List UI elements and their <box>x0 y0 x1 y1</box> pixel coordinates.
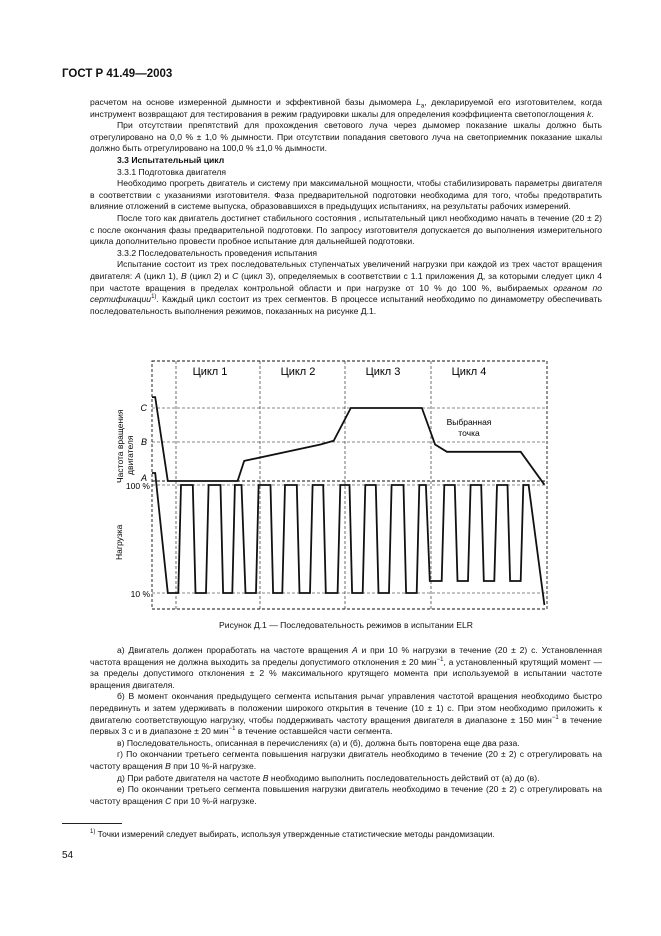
text-block-list <box>90 645 602 807</box>
load-axis-label: Нагрузка <box>114 524 124 560</box>
load-profile-line <box>152 473 544 605</box>
footnote: $^{1)}$ Точки измерений следует выбирать, используя утвержденные статистические методы рандомизации. <box>90 829 495 839</box>
list-item-c: в) Последовательность, описанная в перечислениях (а) и (б), должна быть повторена еще два раза. <box>117 737 520 748</box>
paragraph-calibration: расчетом на основе измеренной дымности и эффективной базы дымомера $L_a$, декларируемой его изготовителем, когда инструмент возвращают для тестирования в режим градуировки шкалы для определения коэффициента светопоглощения k. <box>90 97 603 119</box>
subsection-heading-3-3-2: 3.3.2 Последовательность проведения испытания <box>117 247 318 258</box>
subsection-heading-3-3-1: 3.3.1 Подготовка двигателя <box>117 166 227 177</box>
paragraph-scale-adjustment: При отсутствии препятствий для прохождения светового луча через дымомер показание шкалы должно быть отрегулировано на 0,0 % ± 1,0 % дымности. При отсутствии попадания светового луча на светоприемник показание шкалы должно быть отрегулировано на 100,0 % ±1,0 % дымности. <box>90 120 602 154</box>
paragraph-engine-warmup: Необходимо прогреть двигатель и систему при максимальной мощности, чтобы стабилизировать параметры двигателя в соответствии с указаниями изготовителя. Фаза предварительной подготовки необходима для того, чтобы предотвратить влияние отложений в системе выпуска, образовавшихся в предыдущих испытаниях, на результаты рабочих измерений. <box>90 178 602 212</box>
list-item-d: г) По окончании третьего сегмента повышения нагрузки двигатель необходимо в течение (20 ± 2) с отрегулировать на частоту вращения B при 10 %-й нагрузке. <box>90 749 602 771</box>
elr-sequence-figure <box>100 355 560 615</box>
cycle-label-1: Цикл 1 <box>192 366 228 378</box>
annotation-selected-point-2: точка <box>458 428 480 438</box>
footnote-divider <box>62 823 122 824</box>
list-item-e: д) При работе двигателя на частоте B необходимо выполнить последовательность действий от (а) до (в). <box>117 772 540 783</box>
figure-caption: Рисунок Д.1 — Последовательность режимов в испытании ELR <box>219 620 473 630</box>
list-item-a: а) Двигатель должен проработать на частоте вращения A и при 10 % нагрузки в течение (20 ± 2) с. Установленная частота вращения не должна выходить за пределы допустимого отклонения ± 20 мин$^{-1}$, а установленный крутящий момент — за пределы допустимого отклонения ± 2 % максимального крутящего момента при используемой в испытании частоте вращения двигателя. <box>90 645 603 690</box>
load-series <box>152 473 544 605</box>
page-number: 54 <box>62 850 74 861</box>
load-tick-100: 100 % <box>125 481 150 491</box>
cycle-label-3: Цикл 3 <box>365 366 401 378</box>
document-header: ГОСТ Р 41.49—2003 <box>62 68 173 80</box>
list-item-f: е) По окончании третьего сегмента повышения нагрузки двигатель необходимо в течение (20 ± 2) с отрегулировать на частоту вращения C при 10 %-й нагрузке. <box>90 784 602 806</box>
section-heading-3-3: 3.3 Испытательный цикл <box>117 154 225 165</box>
speed-level-a: A <box>140 473 147 483</box>
speed-axis-label-line1: Частота вращения <box>115 409 125 483</box>
speed-axis-label-line2: двигателя <box>125 435 135 475</box>
cycle-label-2: Цикл 2 <box>280 366 316 378</box>
speed-level-b: B <box>140 437 147 447</box>
paragraph-test-sequence: Испытание состоит из трех последовательных ступенчатых увеличений нагрузки при каждой из трех частот вращения двигателя: A (цикл 1), B (цикл 2) и C (цикл 3), определяемых в соответствии с 1.1 приложения Д, за которыми следует цикл 4 при частоте вращения в пределах контрольной области и при нагрузке от 10 % до 100 %, выбираемых органом по сертификации$^{1)}$. Каждый цикл состоит из трех сегментов. В процессе испытаний необходимо по динамометру обеспечивать последовательность выполнения режимов, показанных на рисунке Д.1. <box>90 259 602 316</box>
cycle-label-4: Цикл 4 <box>451 366 487 378</box>
paragraph-cycle-start: После того как двигатель достигнет стабильного состояния , испытательный цикл необходимо начать в течение (20 ± 2) с после окончания фазы предварительной подготовки. По запросу изготовителя допускается до выполнения измерительного цикла дополнительно провести пробное испытание для дальнейшей подготовки. <box>90 212 602 247</box>
text-block-top <box>90 97 602 317</box>
annotation-selected-point-1: Выбранная <box>446 417 492 427</box>
list-item-b: б) В момент окончания предыдущего сегмента испытания рычаг управления частотой вращения необходимо быстро передвинуть и затем удерживать в положении широкого открытия в течение (10 ± 1) с. При этом необходимо приложить к двигателю соответствующую нагрузку, чтобы поддерживать частоту вращения двигателя в диапазоне ± 150 мин$^{-1}$ в течение первых 3 с и в диапазоне ± 20 мин$^{-1}$ в течение оставшейся части сегмента. <box>90 691 602 737</box>
load-tick-10: 10 % <box>130 589 150 599</box>
speed-level-c: C <box>140 403 147 413</box>
